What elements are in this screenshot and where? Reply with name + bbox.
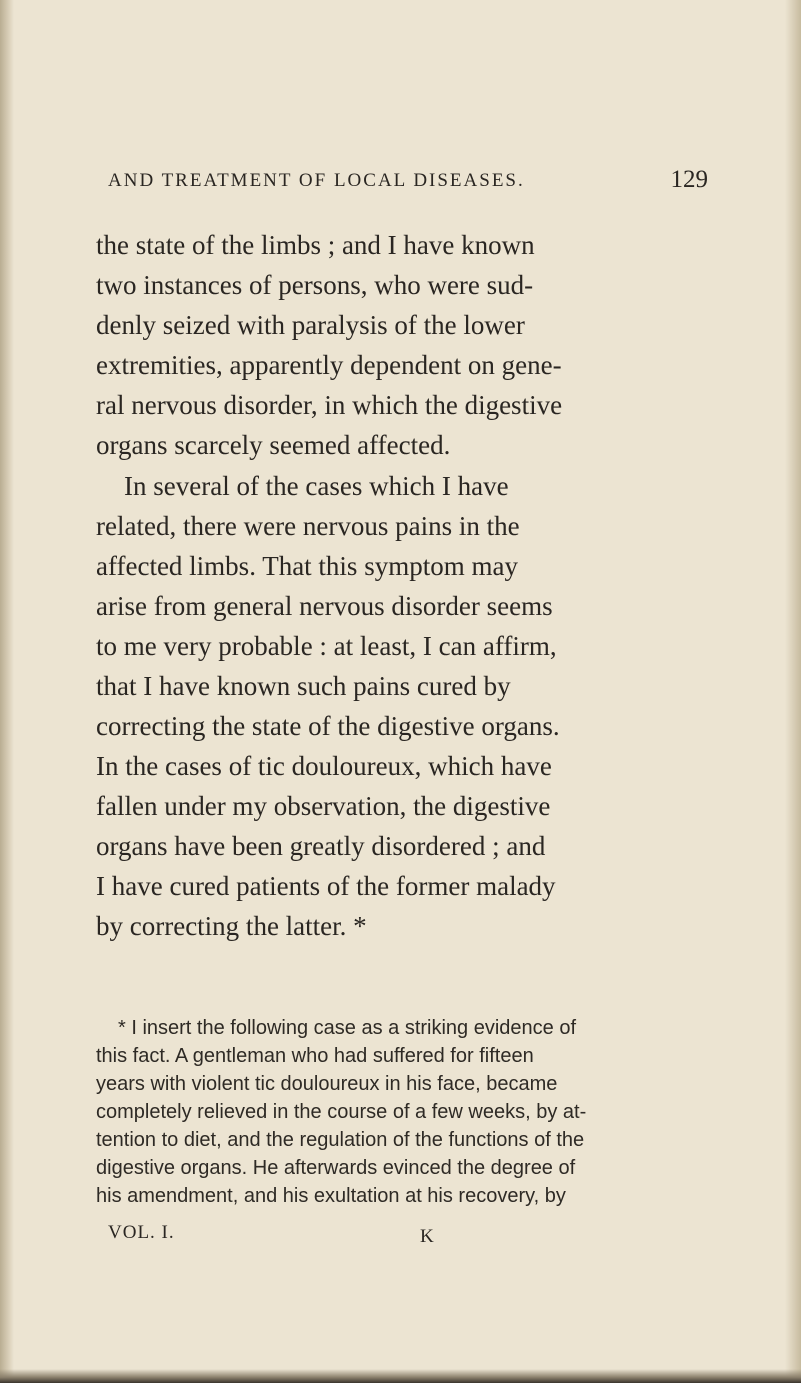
footnote-line: tention to diet, and the regulation of the functions of the bbox=[96, 1129, 585, 1151]
footnote bbox=[96, 1014, 636, 1210]
volume-label: VOL. I. bbox=[108, 1222, 175, 1243]
paragraph-1 bbox=[96, 225, 636, 465]
footnote-line: digestive organs. He afterwards evinced the degree of bbox=[96, 1157, 576, 1179]
text-line: organs have been greatly disordered ; and bbox=[96, 831, 546, 861]
text-line: ral nervous disorder, in which the digestive bbox=[96, 390, 563, 420]
page-edge-left bbox=[0, 0, 14, 1383]
footnote-line: his amendment, and his exultation at his recovery, by bbox=[96, 1185, 566, 1207]
text-line: extremities, apparently dependent on gene- bbox=[96, 350, 562, 380]
text-line: I have cured patients of the former malady bbox=[96, 871, 556, 901]
text-line: that I have known such pains cured by bbox=[96, 671, 511, 701]
text-line: two instances of persons, who were sud- bbox=[96, 270, 534, 300]
text-line: related, there were nervous pains in the bbox=[96, 511, 520, 541]
text-line: denly seized with paralysis of the lower bbox=[96, 310, 525, 340]
text-line: affected limbs. That this symptom may bbox=[96, 551, 518, 581]
page-number: 129 bbox=[670, 166, 708, 193]
signature-line bbox=[108, 1222, 528, 1247]
signature-mark: K bbox=[420, 1226, 435, 1247]
text-line: the state of the limbs ; and I have known bbox=[96, 230, 535, 260]
running-head-title: AND TREATMENT OF LOCAL DISEASES. bbox=[108, 170, 525, 191]
footnote-line: completely relieved in the course of a few weeks, by at- bbox=[96, 1101, 587, 1123]
text-line: by correcting the latter. * bbox=[96, 911, 367, 941]
text-line: correcting the state of the digestive organs. bbox=[96, 711, 560, 741]
text-line: to me very probable : at least, I can affirm, bbox=[96, 631, 557, 661]
text-line: fallen under my observation, the digestive bbox=[96, 791, 551, 821]
paragraph-2 bbox=[96, 466, 636, 946]
page-edge-right bbox=[785, 0, 801, 1383]
text-line: In several of the cases which I have bbox=[124, 471, 509, 501]
footnote-line: this fact. A gentleman who had suffered for fifteen bbox=[96, 1045, 534, 1067]
page-bottom-edge bbox=[0, 1369, 801, 1383]
text-line: In the cases of tic douloureux, which have bbox=[96, 751, 552, 781]
text-line: arise from general nervous disorder seems bbox=[96, 591, 553, 621]
running-head bbox=[108, 166, 708, 193]
footnote-line: years with violent tic douloureux in his face, became bbox=[96, 1073, 558, 1095]
footnote-line: * I insert the following case as a striking evidence of bbox=[118, 1017, 577, 1039]
text-line: organs scarcely seemed affected. bbox=[96, 430, 451, 460]
